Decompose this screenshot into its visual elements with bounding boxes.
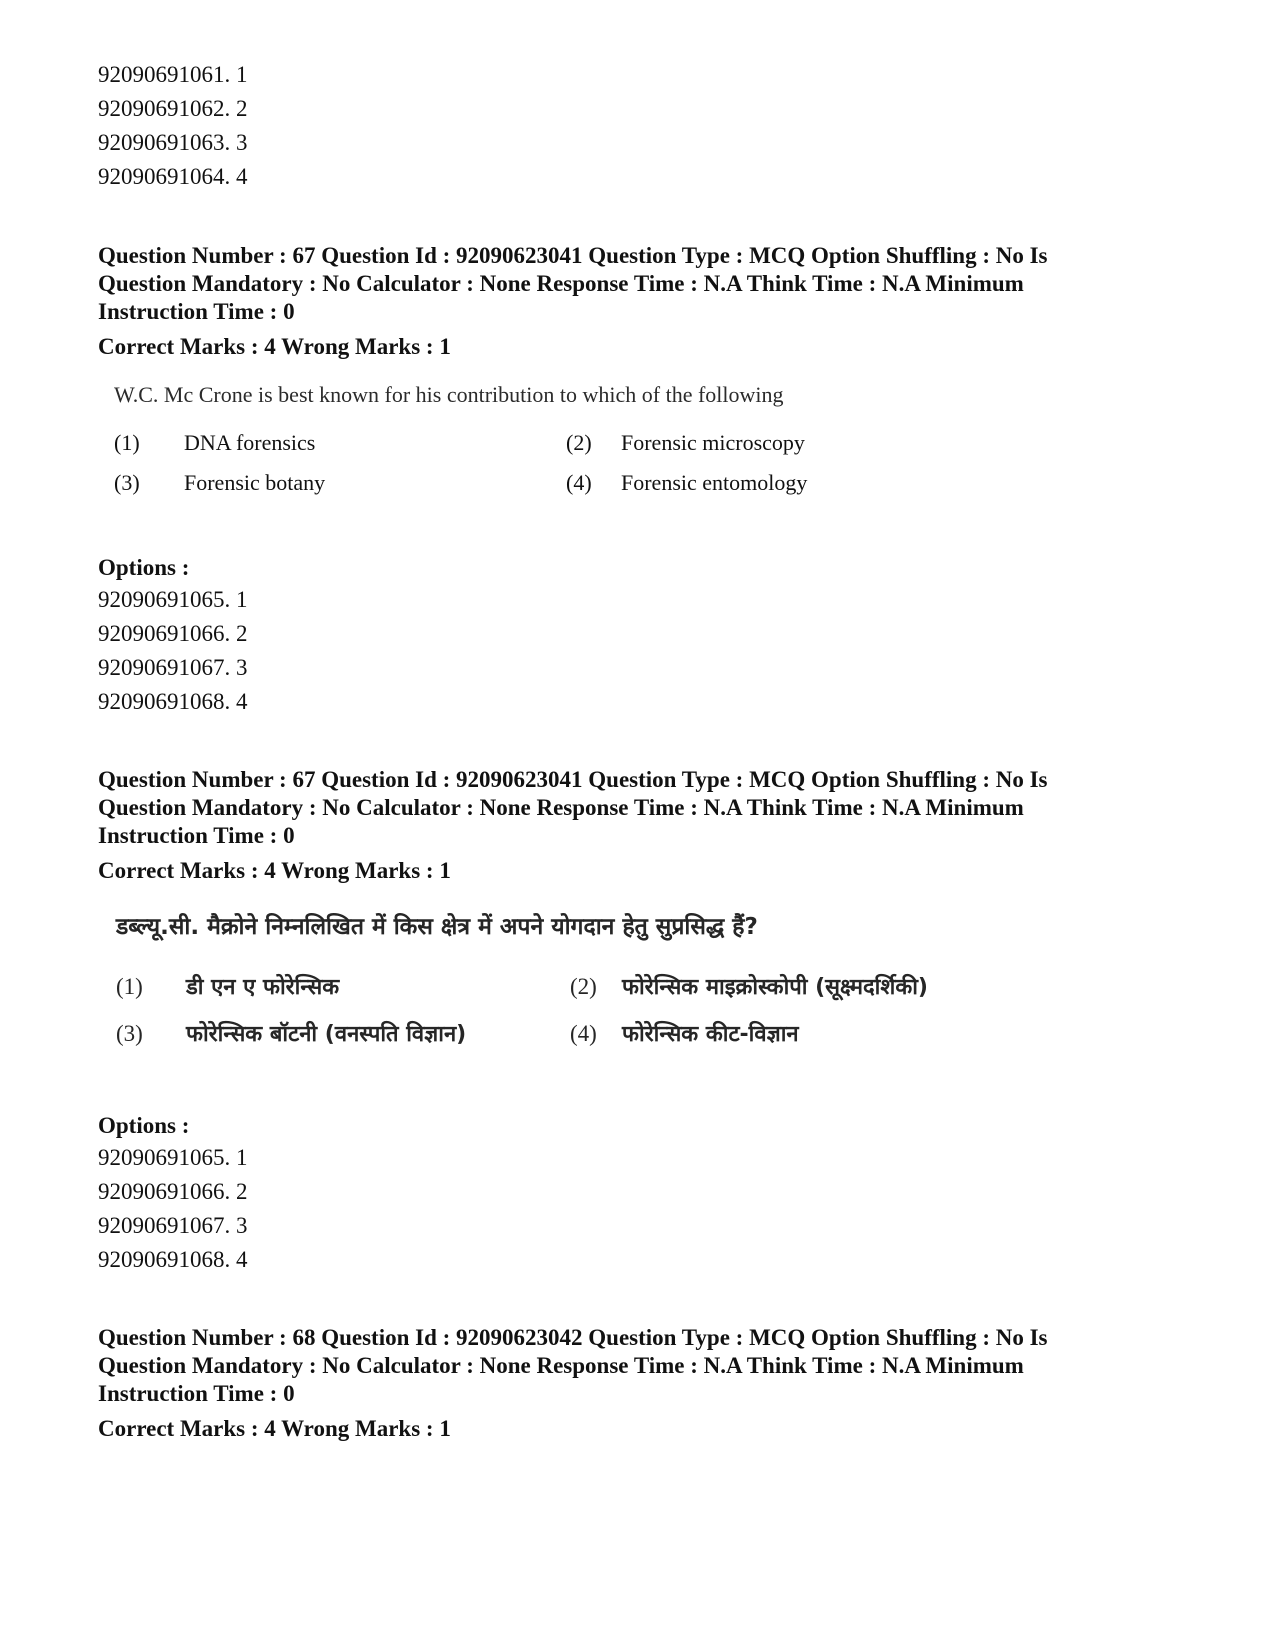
option-line: 92090691068. 4 xyxy=(98,1247,248,1272)
question-header xyxy=(98,242,1178,326)
choice-number: (1) xyxy=(114,430,140,455)
question-text: W.C. Mc Crone is best known for his contribution to which of the following xyxy=(114,382,784,407)
option-line: 92090691065. 1 xyxy=(98,1145,248,1170)
choice-number: (1) xyxy=(116,974,143,999)
choice-1 xyxy=(114,429,315,457)
choice-text: डी एन ए फोरेन्सिक xyxy=(186,975,340,1000)
options-label: Options : xyxy=(98,1113,190,1138)
choice-2 xyxy=(570,972,928,1003)
marks-line: Correct Marks : 4 Wrong Marks : 1 xyxy=(98,1416,451,1441)
question-header-line: Instruction Time : 0 xyxy=(98,823,295,848)
choice-text: फोरेन्सिक बॉटनी (वनस्पति विज्ञान) xyxy=(186,1022,467,1047)
choice-text: फोरेन्सिक माइक्रोस्कोपी (सूक्ष्मदर्शिकी) xyxy=(622,975,928,1000)
question-header-line: Question Mandatory : No Calculator : None Response Time : N.A Think Time : N.A Minimum xyxy=(98,1353,1024,1378)
choice-number: (4) xyxy=(566,470,592,495)
choice-4 xyxy=(566,469,807,497)
option-line: 92090691062. 2 xyxy=(98,96,248,121)
choice-text: DNA forensics xyxy=(184,430,316,455)
question-header xyxy=(98,766,1178,850)
marks-line: Correct Marks : 4 Wrong Marks : 1 xyxy=(98,858,451,883)
option-line: 92090691064. 4 xyxy=(98,164,248,189)
question-header-line: Instruction Time : 0 xyxy=(98,299,295,324)
option-line: 92090691067. 3 xyxy=(98,655,248,680)
choice-text: Forensic entomology xyxy=(621,470,808,495)
question-header-line: Question Mandatory : No Calculator : None Response Time : N.A Think Time : N.A Minimum xyxy=(98,795,1024,820)
option-line: 92090691067. 3 xyxy=(98,1213,248,1238)
option-line: 92090691066. 2 xyxy=(98,1179,248,1204)
question-header-line: Question Mandatory : No Calculator : None Response Time : N.A Think Time : N.A Minimum xyxy=(98,271,1024,296)
choice-number: (2) xyxy=(566,430,592,455)
choice-3 xyxy=(114,469,325,497)
option-line: 92090691065. 1 xyxy=(98,587,248,612)
options-label: Options : xyxy=(98,555,190,580)
choice-2 xyxy=(566,429,805,457)
choice-number: (4) xyxy=(570,1021,597,1046)
question-header xyxy=(98,1324,1178,1408)
choice-1 xyxy=(116,972,339,1003)
option-line: 92090691066. 2 xyxy=(98,621,248,646)
choice-text: फोरेन्सिक कीट-विज्ञान xyxy=(622,1022,799,1047)
marks-line: Correct Marks : 4 Wrong Marks : 1 xyxy=(98,334,451,359)
question-header-line: Question Number : 67 Question Id : 92090623041 Question Type : MCQ Option Shuffling : No Is xyxy=(98,767,1048,792)
choice-number: (2) xyxy=(570,974,597,999)
option-line: 92090691068. 4 xyxy=(98,689,248,714)
question-header-line: Instruction Time : 0 xyxy=(98,1381,295,1406)
choice-number: (3) xyxy=(116,1021,143,1046)
question-header-line: Question Number : 67 Question Id : 92090623041 Question Type : MCQ Option Shuffling : No Is xyxy=(98,243,1048,268)
choice-4 xyxy=(570,1019,799,1050)
option-line: 92090691063. 3 xyxy=(98,130,248,155)
choice-number: (3) xyxy=(114,470,140,495)
choice-text: Forensic microscopy xyxy=(621,430,805,455)
choice-3 xyxy=(116,1019,466,1050)
question-header-line: Question Number : 68 Question Id : 92090623042 Question Type : MCQ Option Shuffling : No Is xyxy=(98,1325,1048,1350)
question-text: डब्ल्यू.सी. मैक्रोने निम्नलिखित में किस क्षेत्र में अपने योगदान हेतु सुप्रसिद्ध हैं? xyxy=(116,914,758,940)
choice-text: Forensic botany xyxy=(184,470,326,495)
option-line: 92090691061. 1 xyxy=(98,62,248,87)
